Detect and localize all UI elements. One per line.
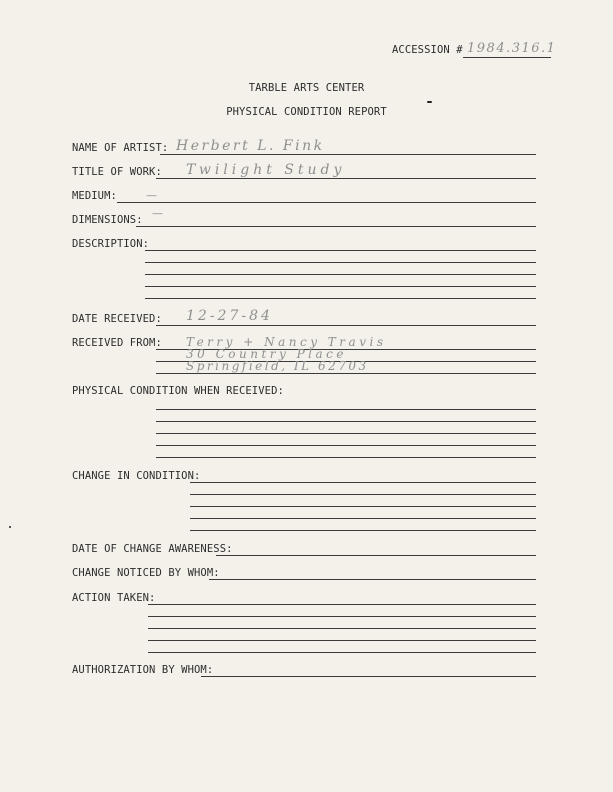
date-change-awareness-line [216, 555, 536, 556]
change-in-condition-label: CHANGE IN CONDITION: [72, 470, 201, 482]
action-taken-line [148, 616, 536, 617]
change-noticed-by-line [209, 579, 536, 580]
accession-value: 1984.316.1 [467, 41, 557, 56]
accession-label: ACCESSION # [392, 44, 463, 56]
artist-line [160, 154, 536, 155]
change-in-condition-line [190, 506, 536, 507]
authorization-label: AUTHORIZATION BY WHOM: [72, 664, 214, 676]
description-line [145, 262, 536, 263]
physical-condition-label: PHYSICAL CONDITION WHEN RECEIVED: [72, 385, 284, 397]
change-in-condition-line [190, 530, 536, 531]
date-received-label: DATE RECEIVED: [72, 313, 162, 325]
stray-mark [427, 101, 432, 103]
dimensions-label: DIMENSIONS: [72, 214, 143, 226]
artist-value: Herbert L. Fink [176, 138, 325, 154]
artist-label: NAME OF ARTIST: [72, 142, 169, 154]
dimensions-value: — [152, 207, 166, 220]
title-of-work-line [156, 178, 536, 179]
title-of-work-label: TITLE OF WORK: [72, 166, 162, 178]
authorization-line [201, 676, 536, 677]
change-noticed-by-label: CHANGE NOTICED BY WHOM: [72, 567, 220, 579]
org-name: TARBLE ARTS CENTER [248, 82, 365, 94]
change-in-condition-line [190, 494, 536, 495]
dimensions-line [136, 226, 536, 227]
date-received-value: 12-27-84 [186, 308, 273, 324]
received-from-line-2: 30 Country Place [186, 347, 347, 361]
title-of-work-value: Twilight Study [186, 162, 346, 178]
date-change-awareness-label: DATE OF CHANGE AWARENESS: [72, 543, 233, 555]
change-in-condition-line [190, 518, 536, 519]
description-label: DESCRIPTION: [72, 238, 150, 250]
change-in-condition-line [190, 482, 536, 483]
medium-line [117, 202, 536, 203]
description-line [145, 286, 536, 287]
report-title: PHYSICAL CONDITION REPORT [226, 106, 387, 118]
stray-mark [9, 526, 11, 528]
physical-condition-line [156, 409, 536, 410]
physical-condition-line [156, 445, 536, 446]
description-line [145, 274, 536, 275]
medium-label: MEDIUM: [72, 190, 117, 202]
accession-line [463, 57, 551, 58]
action-taken-line [148, 652, 536, 653]
physical-condition-line [156, 457, 536, 458]
description-line [145, 298, 536, 299]
received-from-label: RECEIVED FROM: [72, 337, 162, 349]
received-from-line-3: Springfield, IL 62703 [186, 359, 369, 373]
received-from-line-1: Terry + Nancy Travis [186, 335, 387, 349]
action-taken-line [148, 604, 536, 605]
physical-condition-line [156, 421, 536, 422]
action-taken-line [148, 640, 536, 641]
description-line [145, 250, 536, 251]
date-received-line [156, 325, 536, 326]
action-taken-line [148, 628, 536, 629]
physical-condition-line [156, 433, 536, 434]
medium-value: — [146, 189, 160, 202]
action-taken-label: ACTION TAKEN: [72, 592, 156, 604]
